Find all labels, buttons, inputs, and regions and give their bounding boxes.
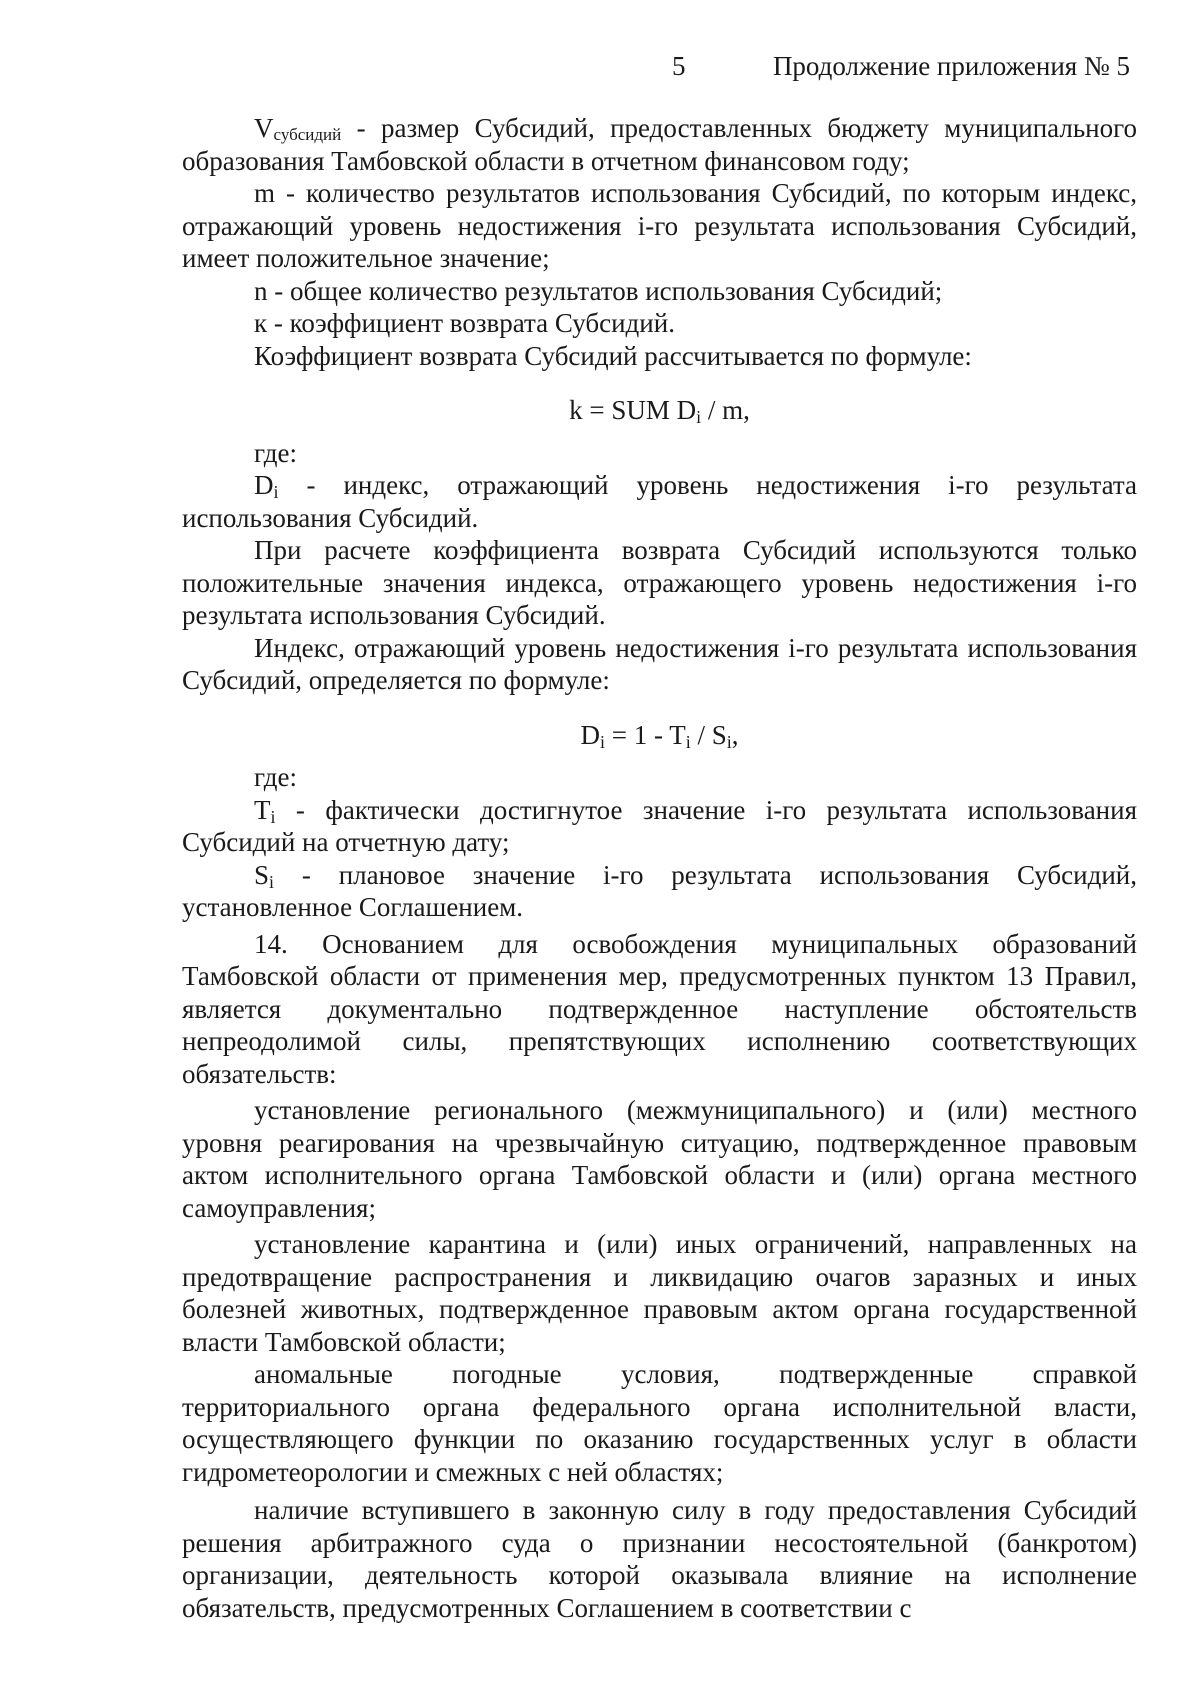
- v-definition-text: - размер Субсидий, предоставленных бюджету муниципального образования Тамбовской области в отчетном финансовом году;: [182, 113, 1137, 176]
- formula-k-pre: k = SUM D: [569, 395, 697, 425]
- document-body: [182, 112, 1137, 1624]
- paragraph-si-definition: [182, 859, 1137, 924]
- list-item-emergency: установление регионального (межмуниципального) и (или) местного уровня реагирования на чрезвычайную ситуацию, подтвержденное правовым актом исполнительного органа Тамбовской области и (или) органа местного самоуправления;: [182, 1095, 1137, 1223]
- page-number: 5: [672, 51, 686, 81]
- di-definition-text: - индекс, отражающий уровень недостижения i-го результата использования Субсидий.: [182, 470, 1137, 533]
- paragraph-k-intro: Коэффициент возврата Субсидий рассчитывается по формуле:: [254, 340, 972, 371]
- ti-subscript: i: [270, 806, 276, 827]
- where-label-1: где:: [254, 437, 297, 468]
- ti-symbol: T: [254, 794, 271, 825]
- paragraph-di-note: При расчете коэффициента возврата Субсидий используются только положительные значения индекса, отражающего уровень недостижения i-го результата использования Субсидий.: [182, 535, 1137, 630]
- paragraph-di-intro: Индекс, отражающий уровень недостижения i-го результата использования Субсидий, определяется по формуле:: [182, 632, 1137, 695]
- v-symbol: V: [254, 113, 274, 143]
- paragraph-14: 14. Основанием для освобождения муниципальных образований Тамбовской области от применения мер, предусмотренных пунктом 13 Правил, является документально подтвержденное наступление обстоятельств непреодолимой силы, препятствующих исполнению соответствующих обязательств:: [182, 928, 1137, 1089]
- appendix-continuation-label: Продолжение приложения № 5: [772, 51, 1130, 81]
- di-subscript: i: [273, 482, 279, 502]
- di-symbol: D: [254, 470, 274, 500]
- si-subscript: i: [269, 871, 275, 892]
- list-item-bankruptcy: наличие вступившего в законную силу в году предоставления Субсидий решения арбитражного суда о признании несостоятельной (банкротом) организации, деятельность которой оказывала влияние на исполнение обязательств, предусмотренных Соглашением в соответствии с: [182, 1495, 1137, 1623]
- formula-di-end: ,: [731, 719, 739, 750]
- si-symbol: S: [254, 859, 270, 890]
- list-item-quarantine: установление карантина и (или) иных ограничений, направленных на предотвращение распространения и ликвидацию очагов заразных и иных болезней животных, подтвержденное правовым актом органа государственной власти Тамбовской области;: [182, 1229, 1137, 1357]
- formula-di-d: D: [580, 719, 600, 750]
- where-label-2: где:: [254, 762, 297, 792]
- paragraph-v-definition: [182, 112, 1137, 177]
- ti-definition-text: - фактически достигнутое значение i-го результата использования Субсидий на отчетную дату;: [182, 794, 1137, 857]
- v-subscript: субсидий: [273, 125, 342, 144]
- page-header: [640, 48, 1130, 88]
- list-item-weather: аномальные погодные условия, подтвержденные справкой территориального органа федерального органа исполнительной власти, осуществляющего функции по оказанию государственных услуг в области гидрометеорологии и смежных с ней областях;: [182, 1359, 1137, 1487]
- paragraph-m-definition: m - количество результатов использования Субсидий, по которым индекс, отражающий уровень недостижения i-го результата использования Субсидий, имеет положительное значение;: [182, 178, 1137, 273]
- formula-di-d-subscript: i: [599, 731, 605, 752]
- paragraph-k-definition: к - коэффициент возврата Субсидий.: [254, 308, 675, 338]
- paragraph-ti-definition: [182, 794, 1137, 859]
- formula-k: [182, 372, 1137, 437]
- paragraph-di-definition: [182, 469, 1137, 534]
- formula-k-subscript: i: [696, 407, 702, 427]
- formula-di: [182, 697, 1137, 762]
- formula-k-post: / m,: [701, 395, 750, 425]
- formula-di-s-subscript: i: [726, 731, 732, 752]
- si-definition-text: - плановое значение i-го результата использования Субсидий, установленное Соглашением.: [182, 859, 1137, 922]
- formula-di-mid: = 1 - T: [604, 719, 686, 750]
- formula-di-slash: / S: [690, 719, 727, 750]
- formula-di-t-subscript: i: [685, 731, 691, 752]
- paragraph-n-definition: n - общее количество результатов использования Субсидий;: [254, 275, 943, 306]
